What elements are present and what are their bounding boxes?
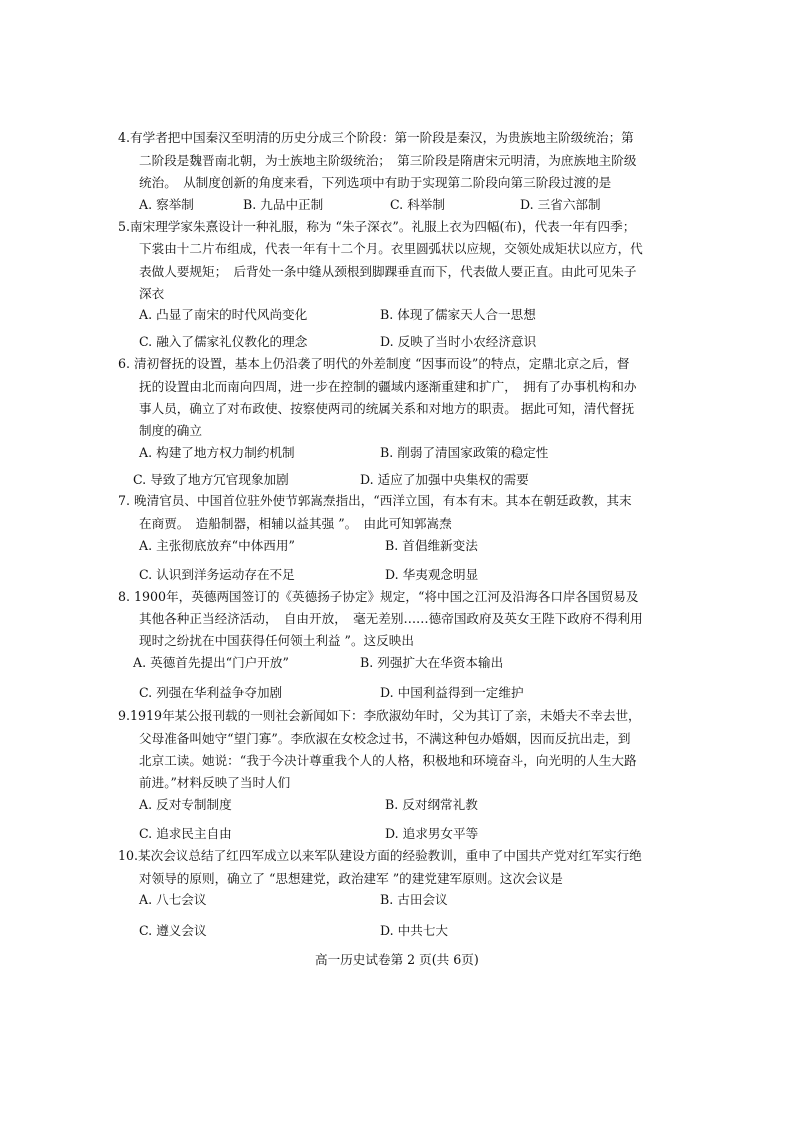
question-5-stem-line: 深衣	[139, 286, 165, 301]
question-10-option-c[interactable]: C. 遵义会议	[139, 923, 207, 938]
question-8-stem-line: 8. 1900年，英德两国签订的《英德扬子协定》规定，“将中国之江河及沿海各口岸各国贸易及	[118, 589, 639, 604]
question-7-option-a[interactable]: A. 主张彻底放弃“中体西用”	[139, 538, 295, 553]
question-6-stem-line: 制度的确立	[139, 423, 202, 438]
question-10-stem-line: 对领导的原则，确立了 “思想建党，政治建军 ”的建党建军原则。这次会议是	[139, 871, 563, 886]
question-7-option-c[interactable]: C. 认识到洋务运动存在不足	[139, 567, 295, 582]
question-8-option-d[interactable]: D. 中国利益得到一定维护	[380, 685, 524, 700]
question-6-option-a[interactable]: A. 构建了地方权力制约机制	[139, 445, 295, 460]
question-4-stem-line: 统治。 从制度创新的角度来看，下列选项中有助于实现第二阶段向第三阶段过渡的是	[139, 175, 612, 190]
question-4-stem-line: 二阶段是魏晋南北朝，为士族地主阶级统治； 第三阶段是隋唐宋元明清，为庶族地主阶级	[139, 153, 637, 168]
question-9-option-a[interactable]: A. 反对专制制度	[139, 797, 232, 812]
question-6-stem-line: 6. 清初督抚的设置，基本上仍沿袭了明代的外差制度 “因事而设”的特点，定鼎北京之后，督	[118, 356, 630, 371]
question-5-stem-line: 下裳由十二片布组成，代表一年有十二个月。衣里圆弧状以应规，交领处成矩状以应方，代	[139, 241, 643, 256]
question-9-option-d[interactable]: D. 追求男女平等	[385, 826, 479, 841]
question-8-option-b[interactable]: B. 列强扩大在华资本输出	[360, 655, 504, 670]
question-4-option-c[interactable]: C. 科举制	[390, 197, 445, 212]
question-9-stem-line: 父母准备叫她守“望门寡”。李欣淑在女校念过书，不满这种包办婚姻，因而反抗出走，到	[139, 731, 631, 746]
question-4-option-d[interactable]: D. 三省六部制	[520, 197, 601, 212]
question-5-stem-line: 5.南宋理学家朱熹设计一种礼服，称为 “朱子深衣”。礼服上衣为四幅(布)，代表一年有四季；	[118, 219, 636, 234]
question-4-option-a[interactable]: A. 察举制	[139, 197, 194, 212]
question-7-option-d[interactable]: D. 华夷观念明显	[385, 567, 479, 582]
question-10-option-a[interactable]: A. 八七会议	[139, 892, 207, 907]
question-6-option-b[interactable]: B. 削弱了清国家政策的稳定性	[380, 445, 549, 460]
question-9-stem-line: 北京工读。她说：“我于今决计尊重我个人的人格，积极地和环境奋斗，向光明的人生大路	[139, 753, 637, 768]
question-9-option-c[interactable]: C. 追求民主自由	[139, 826, 232, 841]
question-6-option-d[interactable]: D. 适应了加强中央集权的需要	[360, 472, 529, 487]
question-10-option-b[interactable]: B. 古田会议	[380, 892, 448, 907]
question-8-stem-line: 现时之纷扰在中国获得任何领土利益 ”。这反映出	[139, 633, 414, 648]
question-10-option-d[interactable]: D. 中共七大	[380, 923, 449, 938]
question-6-stem-line: 事人员，确立了对布政使、按察使两司的统属关系和对地方的职责。 据此可知，清代督抚	[139, 401, 635, 416]
question-10-stem-line: 10.某次会议总结了红四军成立以来军队建设方面的经验教训，重申了中国共产党对红军实行绝	[118, 848, 642, 863]
question-8-option-a[interactable]: A. 英德首先提出“门户开放”	[133, 655, 289, 670]
question-6-option-c[interactable]: C. 导致了地方冗官现象加剧	[133, 472, 289, 487]
page-footer: 高一历史试卷第 2 页(共 6页)	[315, 952, 479, 967]
question-5-option-b[interactable]: B. 体现了儒家天人合一思想	[380, 307, 536, 322]
question-4-stem-line: 4.有学者把中国秦汉至明清的历史分成三个阶段：第一阶段是秦汉，为贵族地主阶级统治；第	[118, 130, 634, 145]
question-8-option-c[interactable]: C. 列强在华利益争夺加剧	[139, 685, 283, 700]
question-6-stem-line: 抚的设置由北而南向四周，进一步在控制的疆域内逐渐重建和扩广， 拥有了办事机构和办	[139, 379, 637, 394]
question-5-stem-line: 表做人要规矩； 后背处一条中缝从颈根到脚踝垂直而下，代表做人要正直。由此可见朱子	[139, 264, 637, 279]
question-4-option-b[interactable]: B. 九品中正制	[243, 197, 324, 212]
question-9-option-b[interactable]: B. 反对纲常礼教	[385, 797, 478, 812]
question-9-stem-line: 9.1919年某公报刊载的一则社会新闻如下：李欣淑幼年时，父为其订了亲，未婚夫不幸去世，	[118, 708, 641, 723]
question-7-option-b[interactable]: B. 首倡维新变法	[385, 538, 478, 553]
question-5-option-c[interactable]: C. 融入了儒家礼仪教化的理念	[139, 334, 308, 349]
question-7-stem-line: 7. 晚清官员、中国首位驻外使节郭嵩焘指出，“西洋立国，有本有末。其本在朝廷政教，其末	[118, 493, 632, 508]
question-5-option-a[interactable]: A. 凸显了南宋的时代风尚变化	[139, 307, 308, 322]
question-5-option-d[interactable]: D. 反映了当时小农经济意识	[380, 334, 537, 349]
question-9-stem-line: 前进。”材料反映了当时人们	[139, 775, 291, 790]
question-8-stem-line: 其他各种正当经济活动， 自由开放， 毫无差别……德帝国政府及英女王陛下政府不得利用	[139, 611, 643, 626]
question-7-stem-line: 在商贾。 造船制器，相辅以益其强 ”。 由此可知郭嵩焘	[139, 516, 452, 531]
